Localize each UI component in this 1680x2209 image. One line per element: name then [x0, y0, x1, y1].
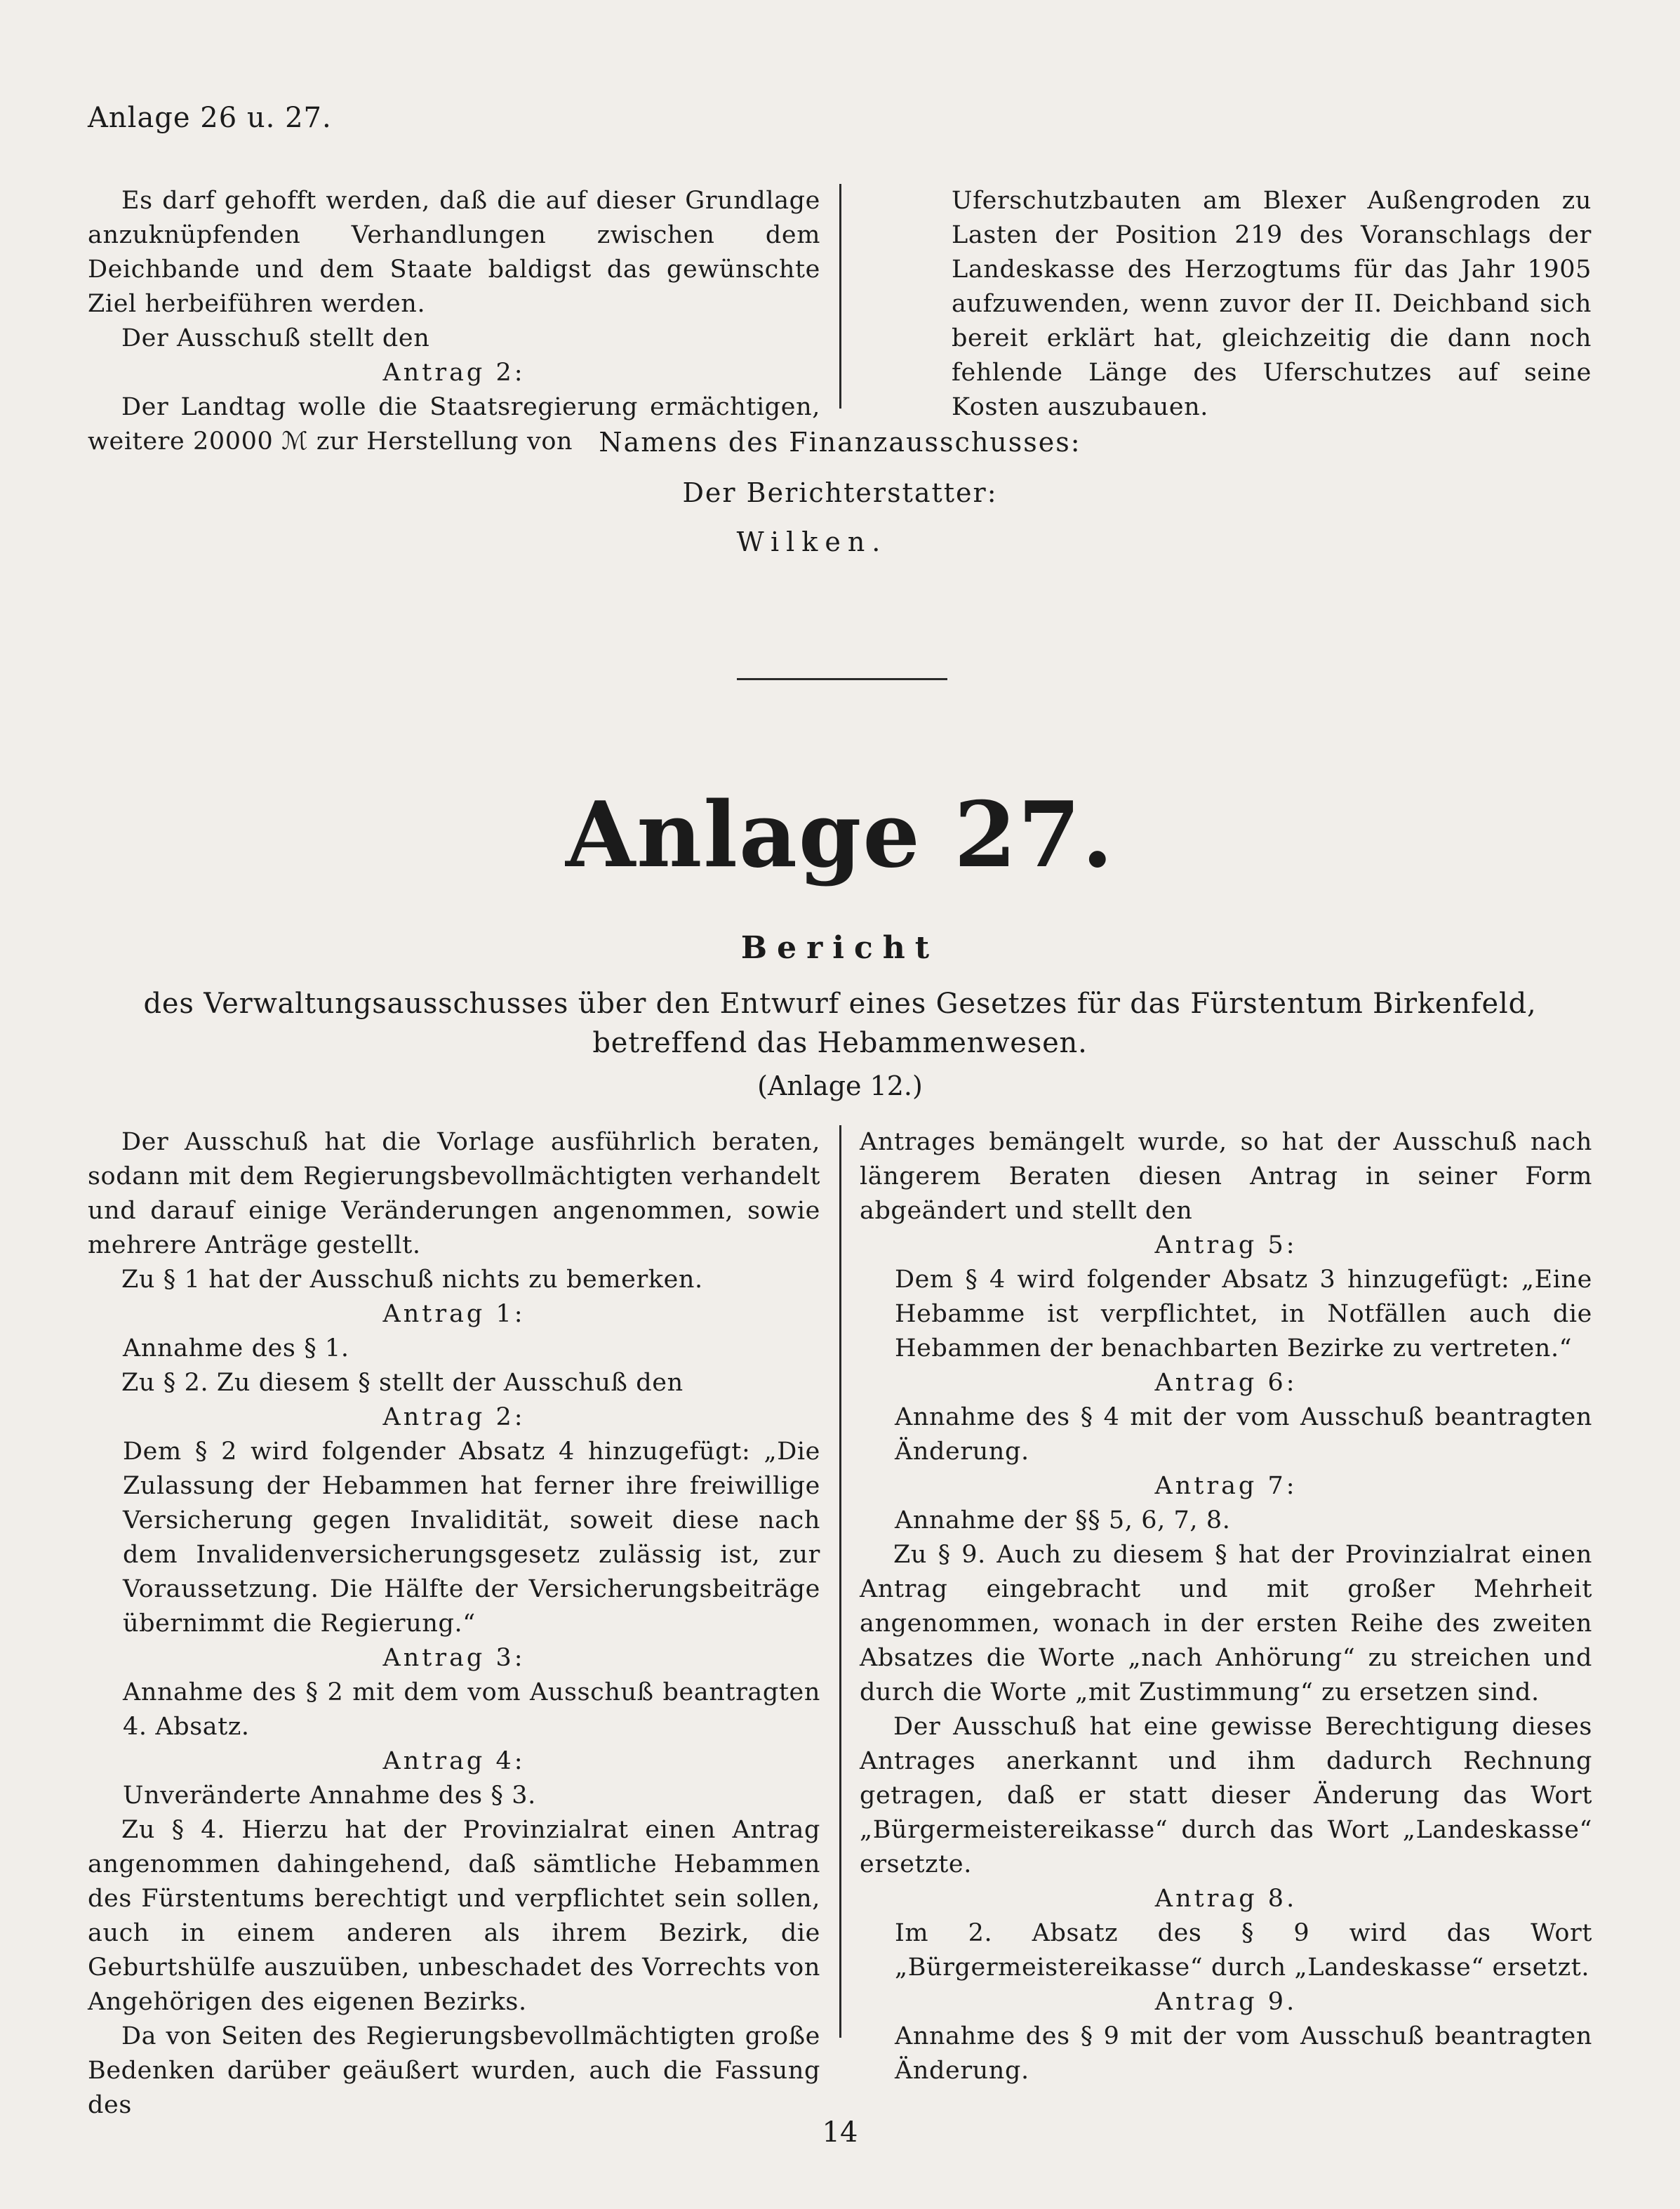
- paragraph: Dem § 4 wird folgender Absatz 3 hinzugefügt: „Eine Hebamme ist verpflichtet, in Notfällen auch die Hebammen der benachbarten Bezirke zu vertreten.“: [895, 1266, 1592, 1362]
- paragraph: Annahme des § 4 mit der vom Ausschuß beantragten Änderung.: [895, 1403, 1592, 1466]
- report-heading: Bericht: [740, 930, 940, 966]
- motion-heading: Antrag 3:: [382, 1644, 526, 1672]
- section-title: Anlage 27.: [565, 783, 1115, 888]
- top-right-column: [952, 184, 1592, 425]
- paragraph: Uferschutzbauten am Blexer Außengroden zu Lasten der Position 219 des Voranschlags der Landeskasse des Herzogtums für das Jahr 1905 aufzuwenden, wenn zuvor der II. Deichband sich bereit erklärt hat, gleichzeitig die dann noch fehlende Länge des Uferschutzes auf seine Kosten auszubauen.: [952, 187, 1592, 421]
- paragraph: Annahme des § 1.: [123, 1334, 349, 1362]
- paragraph: Dem § 2 wird folgender Absatz 4 hinzugefügt: „Die Zulassung der Hebammen hat ferner ihre freiwillige Versicherung gegen Invalidität, soweit diese nach dem Invalidenversicherungsgesetz zulässig ist, zur Voraussetzung. Die Hälfte der Versicherungsbeiträge übernimmt die Regierung.“: [123, 1438, 820, 1638]
- paragraph: Zu § 2. Zu diesem § stellt der Ausschuß den: [121, 1369, 684, 1397]
- paragraph: Unveränderte Annahme des § 3.: [123, 1782, 536, 1810]
- signature-role: Der Berichterstatter:: [682, 477, 998, 508]
- paragraph: Der Ausschuß hat die Vorlage ausführlich beraten, sodann mit dem Regierungsbevollmächtigten verhandelt und darauf einige Veränderungen angenommen, sowie mehrere Anträge gestellt.: [88, 1128, 820, 1259]
- signature-committee: Namens des Finanzausschusses:: [599, 427, 1081, 458]
- column-divider-top: [839, 184, 841, 409]
- paragraph: Es darf gehofft werden, daß die auf dieser Grundlage anzuknüpfenden Verhandlungen zwischen dem Deichbande und dem Staate baldigst das gewünschte Ziel herbeiführen werden.: [88, 187, 820, 318]
- motion-heading: Antrag 9.: [1154, 1988, 1298, 2016]
- motion-heading: Antrag 5:: [1154, 1231, 1298, 1259]
- paragraph: Zu § 9. Auch zu diesem § hat der Provinzialrat einen Antrag eingebracht und mit großer Mehrheit angenommen, wonach in der ersten Reihe des zweiten Absatzes die Worte „nach Anhörung“ zu streichen und durch die Worte „mit Zustimmung“ zu ersetzen sind.: [860, 1541, 1592, 1706]
- paragraph: Zu § 1 hat der Ausschuß nichts zu bemerken.: [121, 1266, 703, 1294]
- paragraph: Annahme des § 2 mit dem vom Ausschuß beantragten 4. Absatz.: [123, 1678, 820, 1741]
- paragraph: Der Ausschuß hat eine gewisse Berechtigung dieses Antrages anerkannt und ihm dadurch Rechnung getragen, daß er statt dieser Änderung das Wort „Bürgermeistereikasse“ durch das Wort „Landeskasse“ ersetzte.: [860, 1713, 1592, 1878]
- section-divider: [737, 678, 947, 680]
- paragraph: Zu § 4. Hierzu hat der Provinzialrat einen Antrag angenommen dahingehend, daß sämtliche Hebammen des Fürstentums berechtigt und verpflichtet sein sollen, auch in einem anderen als ihrem Bezirk, die Geburtshülfe auszuüben, unbeschadet des Vorrechts von Angehörigen des eigenen Bezirks.: [88, 1816, 820, 2016]
- top-left-column: [88, 184, 820, 459]
- paragraph: Annahme des § 9 mit der vom Ausschuß beantragten Änderung.: [895, 2022, 1592, 2085]
- running-head: Anlage 26 u. 27.: [88, 102, 332, 134]
- motion-heading: Antrag 1:: [382, 1300, 526, 1328]
- motion-heading: Antrag 7:: [1154, 1472, 1298, 1500]
- paragraph: Antrages bemängelt wurde, so hat der Ausschuß nach längerem Beraten diesen Antrag in seiner Form abgeändert und stellt den: [860, 1128, 1592, 1225]
- annex-reference: (Anlage 12.): [757, 1070, 923, 1101]
- report-subtitle: des Verwaltungsausschusses über den Entwurf eines Gesetzes für das Fürstentum Birkenfeld, betreffend das Hebammenwesen.: [143, 988, 1537, 1059]
- column-divider-body: [839, 1125, 841, 2038]
- paragraph: Im 2. Absatz des § 9 wird das Wort „Bürgermeistereikasse“ durch „Landeskasse“ ersetzt.: [895, 1919, 1592, 1982]
- signature-name: Wilken.: [736, 526, 888, 557]
- paragraph: Annahme der §§ 5, 6, 7, 8.: [895, 1506, 1231, 1534]
- motion-heading: Antrag 6:: [1154, 1369, 1298, 1397]
- motion-heading: Antrag 2:: [382, 359, 526, 387]
- paragraph: Der Landtag wolle die Staatsregierung ermächtigen, weitere 20000 ℳ zur Herstellung von: [88, 393, 820, 456]
- page-number: 14: [822, 2116, 858, 2149]
- paragraph: Da von Seiten des Regierungsbevollmächtigten große Bedenken darüber geäußert wurden, auch die Fassung des: [88, 2022, 820, 2119]
- motion-heading: Antrag 8.: [1154, 1885, 1298, 1913]
- body-right-column: [860, 1125, 1592, 2088]
- body-left-column: [88, 1125, 820, 2123]
- motion-heading: Antrag 4:: [382, 1747, 526, 1775]
- motion-heading: Antrag 2:: [382, 1403, 526, 1431]
- paragraph: Der Ausschuß stellt den: [121, 324, 430, 352]
